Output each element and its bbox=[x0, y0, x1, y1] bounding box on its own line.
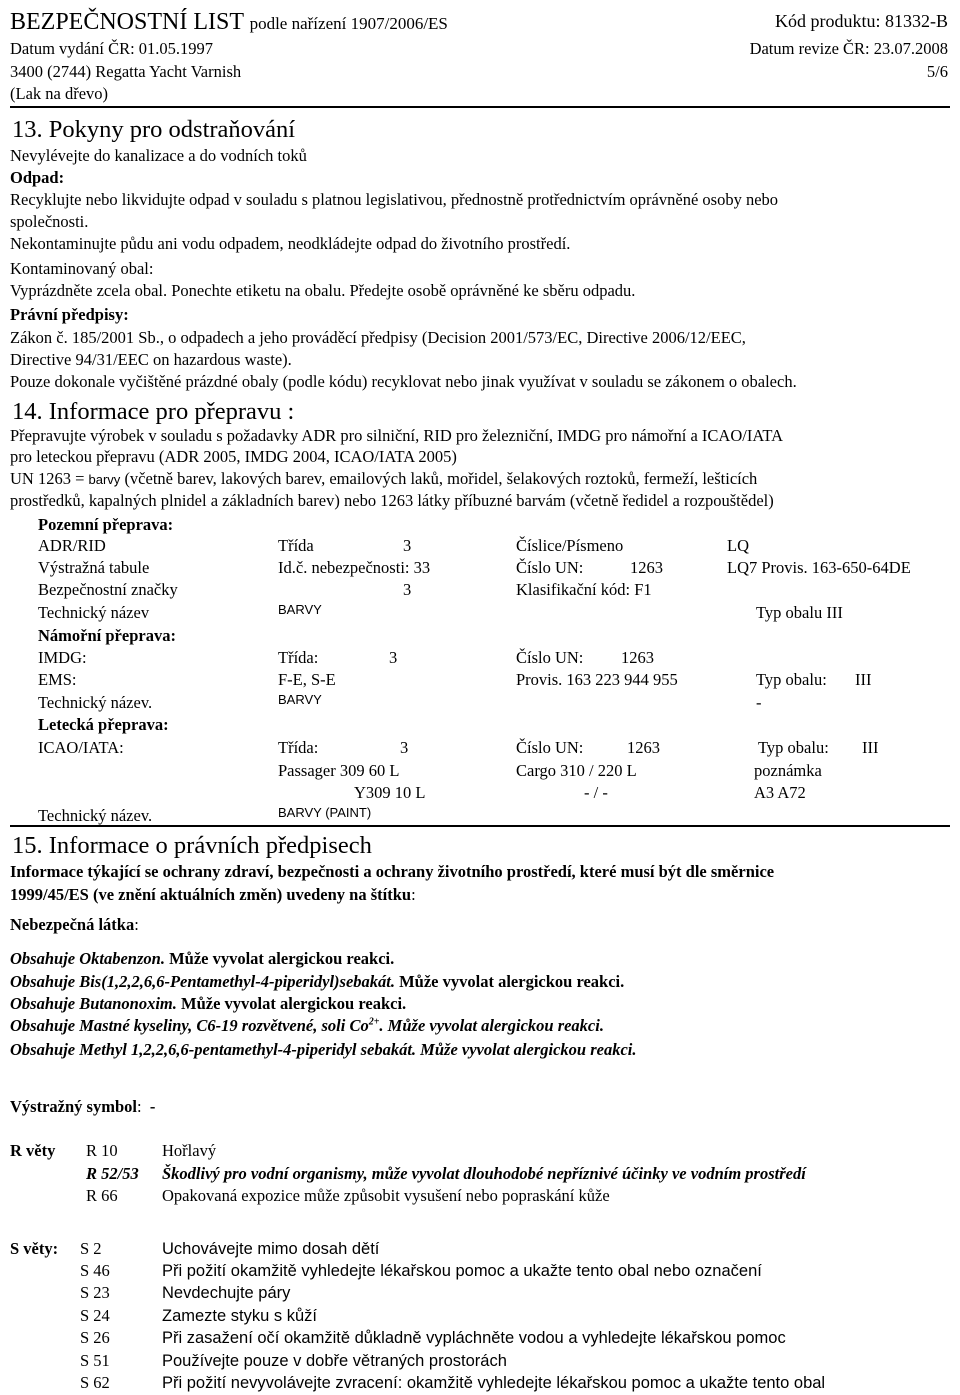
s-phrase-text: Uchovávejte mimo dosah dětí bbox=[162, 1240, 380, 1258]
air-packing-value: III bbox=[862, 738, 879, 757]
imdg-packing-label: Typ obalu: bbox=[756, 670, 827, 689]
s-phrase-code: S 46 bbox=[80, 1261, 110, 1280]
adr-digit-letter-value: LQ bbox=[727, 536, 749, 555]
air-class-value: 3 bbox=[400, 738, 409, 757]
s14-un-line2: prostředků, kapalných plnidel a základních barev) nebo 1263 látky příbuzné barvám (včetně ředidel a rozpouštědel) bbox=[10, 491, 774, 510]
warning-symbol-row: Výstražný symbol: - bbox=[10, 1097, 156, 1116]
section-14-heading: 14. Informace pro přepravu : bbox=[12, 398, 295, 425]
air-packing-label: Typ obalu: bbox=[758, 738, 829, 757]
hazardous-substance-label: Nebezpečná látka: bbox=[10, 915, 139, 934]
imdg-un-label: Číslo UN: bbox=[516, 648, 584, 667]
air-un-value: 1263 bbox=[627, 738, 660, 757]
r-phrase-text: Škodlivý pro vodní organismy, může vyvolat dlouhodobé nepříznivé účinky ve vodním prostředí bbox=[162, 1164, 806, 1183]
section-15-heading: 15. Informace o právních předpisech bbox=[12, 832, 372, 859]
y309-limit: Y309 10 L bbox=[354, 783, 426, 802]
land-technical-name-label: Technický název bbox=[38, 603, 150, 622]
r-phrase-code: R 10 bbox=[86, 1141, 118, 1160]
safety-labels-label: Bezpečnostní značky bbox=[38, 580, 178, 599]
s14-intro-line1: Přepravujte výrobek v souladu s požadavky ADR pro silniční, RID pro železniční, IMDG pro námořní a ICAO/IATA bbox=[10, 426, 784, 445]
product-subtitle: (Lak na dřevo) bbox=[10, 84, 109, 103]
section-13-heading: 13. Pokyny pro odstraňování bbox=[12, 116, 296, 143]
s-phrase-code: S 2 bbox=[80, 1239, 102, 1258]
adr-rid-label: ADR/RID bbox=[38, 536, 106, 555]
classification-code: Klasifikační kód: F1 bbox=[516, 580, 652, 599]
air-transport-heading: Letecká přeprava: bbox=[38, 715, 169, 734]
warning-plate-label: Výstražná tabule bbox=[38, 558, 150, 577]
contains-item: Obsahuje Methyl 1,2,2,6,6-pentamethyl-4-piperidyl sebakát. Může vyvolat alergickou reakci. bbox=[10, 1040, 637, 1059]
r-phrase-text: Hořlavý bbox=[162, 1141, 217, 1160]
imdg-label: IMDG: bbox=[38, 648, 87, 667]
s13-container-text: Vyprázdněte zcela obal. Ponechte etiketu na obalu. Předejte osobě oprávněné ke sběru odpadu. bbox=[10, 281, 636, 300]
revision-date: Datum revize ČR: 23.07.2008 bbox=[749, 39, 948, 58]
sea-technical-name-label: Technický název. bbox=[38, 693, 153, 712]
s15-info-line2: 1999/45/ES (ve znění aktuálních změn) uvedeny na štítku: bbox=[10, 885, 416, 904]
page-number: 5/6 bbox=[926, 62, 948, 81]
s-phrase-text: Při požití nevyvolávejte zvracení: okamžitě vyhledejte lékařskou pomoc a ukažte tento obal bbox=[162, 1374, 826, 1392]
s15-info-line1: Informace týkající se ochrany zdraví, bezpečnosti a ochrany životního prostředí, které musí být dle směrnice bbox=[10, 862, 775, 881]
imdg-class-label: Třída: bbox=[278, 648, 319, 667]
contains-item: Obsahuje Bis(1,2,2,6,6-Pentamethyl-4-piperidyl)sebakát. Může vyvolat alergickou reakci. bbox=[10, 972, 625, 991]
s-phrase-text: Při zasažení očí okamžitě důkladně vypláchněte vodou a vyhledejte lékařskou pomoc bbox=[162, 1329, 786, 1347]
imdg-packing-value: III bbox=[855, 670, 872, 689]
land-technical-name-value: BARVY bbox=[278, 602, 322, 617]
air-technical-name-value: BARVY (PAINT) bbox=[278, 805, 372, 820]
note-label: poznámka bbox=[754, 761, 822, 780]
s-phrase-text: Používejte pouze v dobře větraných prostorách bbox=[162, 1352, 507, 1370]
s13-drain-note: Nevylévejte do kanalizace a do vodních toků bbox=[10, 146, 307, 165]
r-phrase-code: R 52/53 bbox=[86, 1164, 139, 1183]
special-provisions: A3 A72 bbox=[754, 783, 806, 802]
air-class-label: Třída: bbox=[278, 738, 319, 757]
land-transport-heading: Pozemní přeprava: bbox=[38, 515, 174, 534]
s13-legal-line1: Zákon č. 185/2001 Sb., o odpadech a jeho prováděcí předpisy (Decision 2001/573/EC, Directive 2006/12/EEC, bbox=[10, 328, 746, 347]
land-packing-group: Typ obalu III bbox=[756, 603, 843, 622]
s-phrase-code: S 51 bbox=[80, 1351, 110, 1370]
section-15-divider bbox=[10, 825, 950, 827]
s14-intro-line2: pro leteckou přepravu (ADR 2005, IMDG 2004, ICAO/IATA 2005) bbox=[10, 447, 457, 466]
s13-legal-label: Právní předpisy: bbox=[10, 305, 129, 324]
imdg-class-value: 3 bbox=[389, 648, 398, 667]
s-phrase-code: S 26 bbox=[80, 1328, 110, 1347]
document-header-title: BEZPEČNOSTNÍ LIST podle nařízení 1907/2006/ES bbox=[10, 9, 448, 35]
contains-item: Obsahuje Mastné kyseliny, C6-19 rozvětvené, soli $Co^{2+}$. Může vyvolat alergickou reakci. bbox=[10, 1016, 604, 1035]
s13-waste-label: Odpad: bbox=[10, 168, 65, 187]
sea-technical-name-value: BARVY bbox=[278, 692, 322, 707]
contains-item: Obsahuje Butanonoxim. Může vyvolat alergickou reakci. bbox=[10, 994, 407, 1013]
ems-value: F-E, S-E bbox=[278, 670, 336, 689]
cargo-dash: - / - bbox=[584, 783, 608, 802]
s13-container-label: Kontaminovaný obal: bbox=[10, 259, 154, 278]
adr-class-value: 3 bbox=[403, 536, 412, 555]
air-un-label: Číslo UN: bbox=[516, 738, 584, 757]
sea-dash: - bbox=[756, 693, 762, 712]
sea-transport-heading: Námořní přeprava: bbox=[38, 626, 176, 645]
icao-iata-label: ICAO/IATA: bbox=[38, 738, 124, 757]
contains-item: Obsahuje Oktabenzon. Může vyvolat alergickou reakci. bbox=[10, 949, 395, 968]
r-phrases-label: R věty bbox=[10, 1141, 56, 1160]
s13-legal-line2: Directive 94/31/EEC on hazardous waste). bbox=[10, 350, 292, 369]
s13-waste-line1: Recyklujte nebo likvidujte odpad v souladu s platnou legislativou, přednostně protřednictvím oprávněné osoby nebo bbox=[10, 190, 779, 209]
s-phrase-code: S 62 bbox=[80, 1373, 110, 1392]
cargo-limit: Cargo 310 / 220 L bbox=[516, 761, 637, 780]
issue-date: Datum vydání ČR: 01.05.1997 bbox=[10, 39, 214, 58]
s13-recycle-note: Pouze dokonale vyčištěné prázdné obaly (podle kódu) recyklovat nebo jinak využívat v souladu se zákonem o obalech. bbox=[10, 372, 797, 391]
s13-waste-line2: společnosti. bbox=[10, 212, 89, 231]
passenger-limit: Passager 309 60 L bbox=[278, 761, 400, 780]
adr-class-label: Třída bbox=[278, 536, 314, 555]
s-phrase-text: Nevdechujte páry bbox=[162, 1284, 291, 1302]
s-phrase-code: S 24 bbox=[80, 1306, 110, 1325]
adr-un-value: 1263 bbox=[630, 558, 663, 577]
s14-un-line1: UN 1263 = barvy (včetně barev, lakových barev, emailových laků, mořidel, šelakových roztoků, fermeží, lešticích bbox=[10, 469, 758, 488]
header-divider bbox=[10, 106, 950, 108]
hazard-id-number: Id.č. nebezpečnosti: 33 bbox=[278, 558, 431, 577]
imdg-un-value: 1263 bbox=[621, 648, 654, 667]
adr-lq-provision: LQ7 Provis. 163-650-64DE bbox=[727, 558, 911, 577]
product-code: Kód produktu: 81332-B bbox=[775, 11, 948, 31]
s13-contamination-note: Nekontaminujte půdu ani vodu odpadem, neodkládejte odpad do životního prostředí. bbox=[10, 234, 571, 253]
s-phrase-text: Zamezte styku s kůží bbox=[162, 1307, 317, 1325]
imdg-provisions: Provis. 163 223 944 955 bbox=[516, 670, 678, 689]
air-technical-name-label: Technický název. bbox=[38, 806, 153, 825]
s-phrase-text: Při požití okamžitě vyhledejte lékařskou pomoc a ukažte tento obal nebo označení bbox=[162, 1262, 762, 1280]
r-phrase-text: Opakovaná expozice může způsobit vysušení nebo popraskání kůže bbox=[162, 1186, 610, 1205]
ems-label: EMS: bbox=[38, 670, 77, 689]
adr-digit-letter-label: Číslice/Písmeno bbox=[516, 536, 624, 555]
adr-un-label: Číslo UN: bbox=[516, 558, 584, 577]
s-phrase-code: S 23 bbox=[80, 1283, 110, 1302]
safety-labels-value: 3 bbox=[403, 580, 412, 599]
s-phrases-label: S věty: bbox=[10, 1239, 59, 1258]
r-phrase-code: R 66 bbox=[86, 1186, 118, 1205]
product-name: 3400 (2744) Regatta Yacht Varnish bbox=[10, 62, 242, 81]
